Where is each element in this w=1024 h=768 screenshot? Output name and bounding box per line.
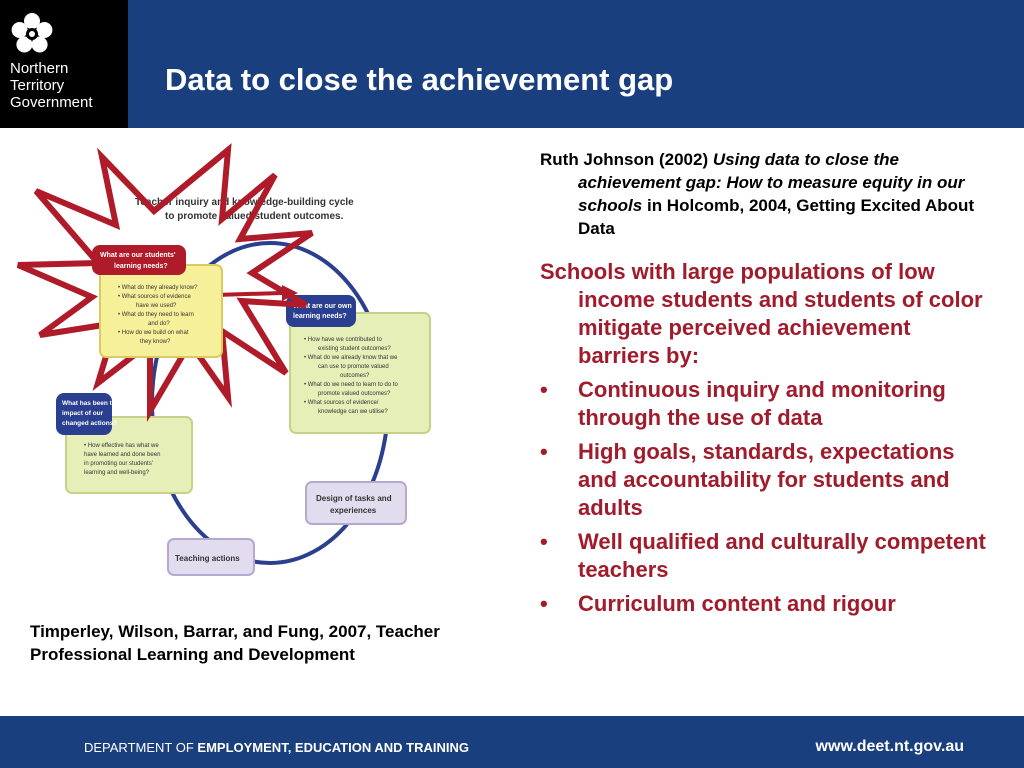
node-item: • What do they already know?	[118, 285, 198, 291]
bullet-text: Continuous inquiry and monitoring through the use of data	[578, 377, 946, 430]
node-heading: learning needs?	[293, 313, 347, 320]
node-teaching-actions	[168, 539, 254, 575]
reference-author: Ruth Johnson (2002)	[540, 150, 713, 169]
reference-source: in Holcomb, 2004, Getting Excited About Data	[578, 196, 975, 238]
node-student-learning-needs	[92, 245, 222, 357]
node-item: can use to promote valued	[318, 364, 389, 370]
node-label: Design of tasks and	[316, 494, 392, 503]
footer-bar	[0, 716, 1024, 768]
node-heading: What has been the	[62, 400, 120, 407]
node-heading: What are our own	[293, 303, 352, 310]
reference-citation	[540, 148, 990, 240]
flower-icon	[10, 12, 54, 56]
node-item: • How have we contributed to	[304, 337, 382, 343]
node-item: • How effective has what we	[84, 443, 159, 449]
bullet-text: Curriculum content and rigour	[578, 591, 896, 616]
node-label: experiences	[330, 506, 377, 515]
logo-text	[10, 60, 93, 111]
bullet-item	[540, 590, 990, 618]
node-design-of-tasks	[306, 482, 406, 524]
node-heading: What are our students'	[100, 252, 176, 259]
node-item: have we used?	[136, 303, 177, 309]
node-item: • What sources of evidence/	[304, 400, 379, 406]
node-item: • What do they need to learn	[118, 312, 194, 318]
bullet-text: High goals, standards, expectations and accountability for students and adults	[578, 439, 955, 520]
bullet-item	[540, 376, 990, 432]
node-heading: learning needs?	[114, 263, 168, 270]
department-title: EMPLOYMENT, EDUCATION AND TRAINING	[197, 740, 469, 755]
content-panel	[540, 148, 990, 624]
diagram-title-line: to promote valued student outcomes.	[165, 211, 344, 222]
node-item: • What sources of evidence	[118, 294, 191, 300]
bullet-text: Well qualified and culturally competent teachers	[578, 529, 986, 582]
diagram-title-line: Teacher inquiry and knowledge-building cycle	[135, 197, 354, 208]
node-item: knowledge can we utilise?	[318, 409, 388, 415]
node-item: promote valued outcomes?	[318, 391, 391, 397]
logo-line: Territory	[10, 77, 65, 94]
node-item: in promoting our students'	[84, 461, 153, 467]
node-item: • What do we already know that we	[304, 355, 398, 361]
bullet-icon: •	[540, 377, 548, 402]
node-item: • How do we build on what	[118, 330, 189, 336]
main-statement: Schools with large populations of low income students and students of color mitigate perceived achievement barriers by:	[540, 259, 983, 368]
node-item: and do?	[148, 321, 170, 327]
department-name	[84, 740, 469, 755]
bullet-item	[540, 438, 990, 522]
nt-government-logo	[0, 0, 128, 128]
node-item: outcomes?	[340, 373, 370, 379]
bullet-icon: •	[540, 529, 548, 554]
inquiry-cycle-diagram	[0, 135, 520, 615]
diagram-caption: Timperley, Wilson, Barrar, and Fung, 2007, Teacher Professional Learning and Development	[30, 622, 440, 664]
node-item: • What do we need to learn to do to	[304, 382, 398, 388]
slide-title: Data to close the achievement gap	[165, 62, 674, 97]
department-prefix: DEPARTMENT OF	[84, 740, 198, 755]
node-label: Teaching actions	[175, 554, 240, 563]
reference-work: Using data to close the achievement gap: How to measure equity in our schools	[578, 150, 965, 215]
node-item: they know?	[140, 339, 171, 345]
bullet-item	[540, 528, 990, 584]
bullet-list	[540, 376, 990, 618]
cycle-arrow	[215, 293, 282, 295]
website-url: www.deet.nt.gov.au	[815, 738, 964, 755]
node-item: learning and well-being?	[84, 470, 150, 476]
logo-line: Government	[10, 94, 93, 111]
logo-line: Northern	[10, 60, 69, 77]
bullet-icon: •	[540, 591, 548, 616]
node-item: existing student outcomes?	[318, 346, 391, 352]
node-heading: changed actions?	[62, 420, 118, 427]
header-bar	[0, 0, 1024, 128]
node-heading: impact of our	[62, 410, 104, 417]
bullet-icon: •	[540, 439, 548, 464]
node-impact-of-actions	[56, 393, 192, 493]
node-item: have learned and done been	[84, 452, 161, 458]
node-own-learning-needs	[286, 295, 430, 433]
